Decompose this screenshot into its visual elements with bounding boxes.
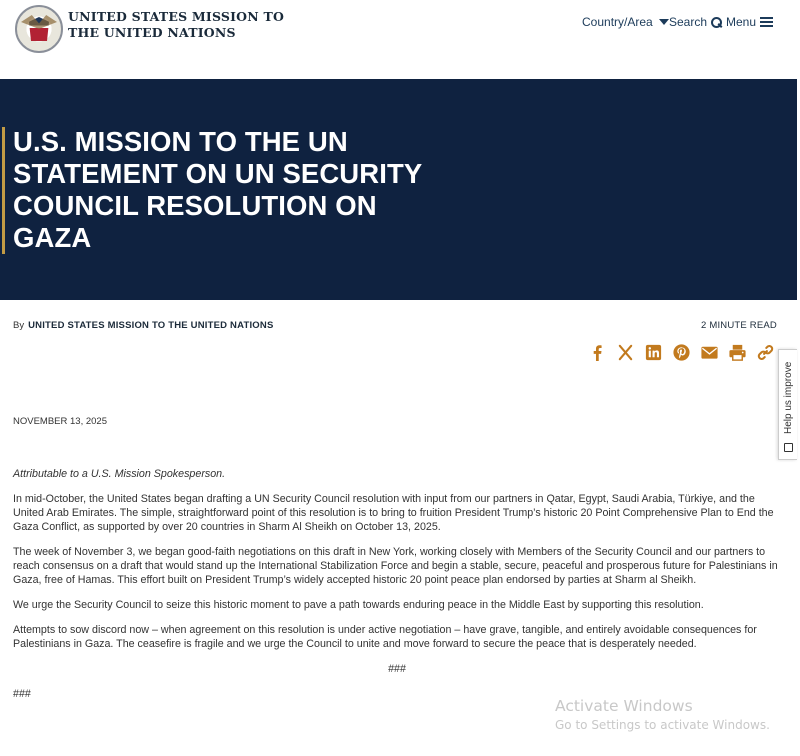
page-title: U.S. MISSION TO THE UN STATEMENT ON UN SECURITY COUNCIL RESOLUTION ON GAZA [13, 126, 422, 253]
hero-accent-bar [2, 127, 5, 254]
share-bar [588, 342, 775, 362]
linkedin-icon[interactable] [644, 343, 663, 362]
print-icon[interactable] [728, 343, 747, 362]
hero-banner [0, 79, 797, 300]
byline-author[interactable]: UNITED STATES MISSION TO THE UNITED NATIONS [28, 320, 274, 331]
site-header [0, 0, 800, 58]
pinterest-icon[interactable] [672, 343, 691, 362]
separator-center: ### [388, 663, 406, 675]
article-paragraph: In mid-October, the United States began drafting a UN Security Council resolution with input from our partners in Qatar, Egypt, Saudi Arabia, Türkiye, and the United Arab Emirates. The simple, straightforward point of this resolution is to bring to fruition President Trump’s historic 20 Point Comprehensive Plan to End the Gaza Conflict, as supported by over 20 countries in Sharm Al Sheikh on October 13, 2025. [13, 493, 774, 533]
byline [13, 320, 274, 331]
search-button[interactable] [669, 15, 722, 29]
watermark-title: Activate Windows [555, 697, 693, 715]
feedback-icon [784, 443, 793, 452]
feedback-tab[interactable] [778, 349, 797, 460]
menu-label: Menu [726, 15, 757, 29]
mission-seal-logo[interactable] [15, 5, 63, 53]
separator-left: ### [13, 688, 31, 700]
hamburger-icon [760, 17, 773, 27]
link-icon[interactable] [756, 343, 775, 362]
country-area-label: Country/Area [582, 15, 653, 29]
watermark-subtitle: Go to Settings to activate Windows. [555, 718, 770, 732]
search-label: Search [669, 15, 708, 29]
search-icon [711, 17, 722, 28]
article-body [13, 467, 781, 712]
email-icon[interactable] [700, 343, 719, 362]
country-area-dropdown[interactable] [582, 15, 669, 29]
read-time: 2 MINUTE READ [701, 320, 777, 331]
feedback-label: Help us improve [783, 361, 794, 434]
publish-date: NOVEMBER 13, 2025 [13, 416, 107, 427]
menu-button[interactable] [726, 15, 773, 29]
caret-down-icon [659, 19, 669, 25]
article-paragraph: Attempts to sow discord now – when agreement on this resolution is under active negotiation – have grave, tangible, and entirely avoidable consequences for Palestinians in Gaza. The ceasefire is fragile and we urge the Council to unite and move forward to secure the peace that is desperately needed. [13, 624, 757, 650]
site-title[interactable]: UNITED STATES MISSION TO THE UNITED NATIONS [68, 9, 285, 40]
attribution: Attributable to a U.S. Mission Spokesperson. [13, 468, 226, 480]
article-paragraph: The week of November 3, we began good-faith negotiations on this draft in New York, working closely with Members of the Security Council and our partners to reach consensus on a draft that would stand up the International Stabilization Force and begin a stable, secure, peaceful and prosperous future for Palestinians in Gaza, free of Hamas. This effort built on President Trump’s widely accepted historic 20 point peace plan endorsed by parties at Sharm al Sheikh. [13, 546, 778, 586]
facebook-icon[interactable] [588, 343, 607, 362]
byline-prefix: By [13, 320, 25, 331]
x-icon[interactable] [616, 343, 635, 362]
article-paragraph: We urge the Security Council to seize this historic moment to pave a path towards enduring peace in the Middle East by supporting this resolution. [13, 599, 704, 611]
